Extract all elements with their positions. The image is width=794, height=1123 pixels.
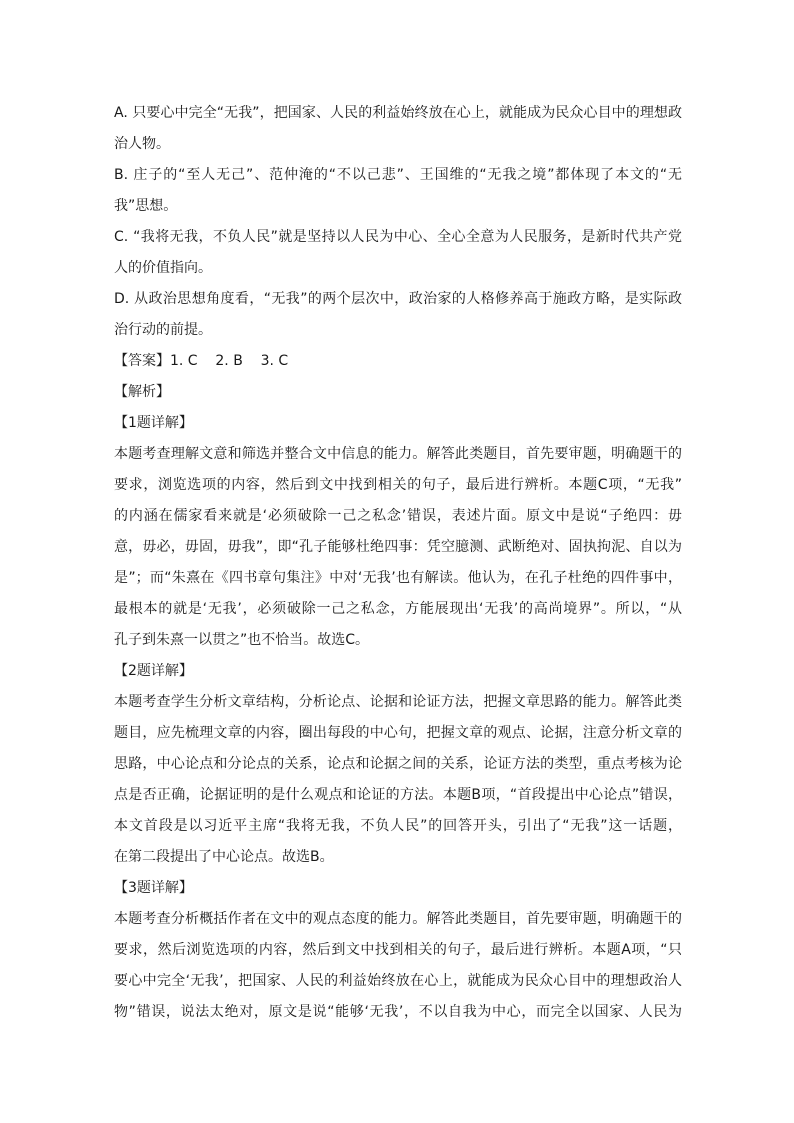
option-d-line-1: D. 从政治思想角度看，“无我”的两个层次中，政治家的人格修养高于施政方略，是实际政 — [114, 291, 682, 307]
q3-line: 本题考查分析概括作者在文中的观点态度的能力。解答此类题目，首先要审题，明确题干的 — [114, 911, 682, 927]
q1-line: 最根本的就是‘无我’，必须破除一己之私念，方能展现出‘无我’的高尚境界”。所以，“从 — [114, 601, 682, 617]
option-a-line-2: 治人物。 — [114, 136, 170, 152]
q3-heading: 【3题详解】 — [114, 880, 193, 896]
answer-label: 【答案】 — [114, 353, 170, 369]
q2-line: 在第二段提出了中心论点。故选B。 — [114, 849, 334, 865]
q1-line: 意，毋必，毋固，毋我”，即“孔子能够杜绝四事：凭空臆测、武断绝对、固执拘泥、自以为 — [114, 539, 682, 555]
q2-line: 点是否正确，论据证明的是什么观点和论证的方法。本题B项，“首段提出中心论点”错误， — [114, 787, 682, 803]
q3-explanation — [114, 904, 682, 1028]
document-page — [114, 98, 682, 1028]
option-c-line-1: C. “我将无我，不负人民”就是坚持以人民为中心、全心全意为人民服务，是新时代共产党 — [114, 229, 682, 245]
option-c — [114, 222, 682, 284]
answer-value: 1. C 2. B 3. C — [170, 353, 289, 369]
q1-line: 是”；而“朱熹在《四书章句集注》中对‘无我’也有解读。他认为，在孔子杜绝的四件事中， — [114, 570, 682, 586]
q2-line: 题目，应先梳理文章的内容，圈出每段的中心句，把握文章的观点、论据，注意分析文章的 — [114, 725, 682, 741]
q1-heading: 【1题详解】 — [114, 415, 193, 431]
q1-line: 本题考查理解文意和筛选并整合文中信息的能力。解答此类题目，首先要审题，明确题干的 — [114, 446, 682, 462]
option-b-line-2: 我”思想。 — [114, 198, 178, 214]
option-d — [114, 284, 682, 346]
answer-line — [114, 346, 682, 377]
q1-line: 孔子到朱熹一以贯之”也不恰当。故选C。 — [114, 632, 370, 648]
option-b — [114, 160, 682, 222]
q2-line: 思路，中心论点和分论点的关系，论点和论据之间的关系，论证方法的类型，重点考核为论 — [114, 756, 682, 772]
option-b-line-1: B. 庄子的“至人无己”、范仲淹的“不以己悲”、王国维的“无我之境”都体现了本文的“无 — [114, 167, 682, 183]
option-c-line-2: 人的价值指向。 — [114, 260, 212, 276]
option-a — [114, 98, 682, 160]
q2-explanation — [114, 687, 682, 873]
q1-line: 的内涵在儒家看来就是‘必须破除一己之私念’错误，表述片面。原文中是说“子绝四：毋 — [114, 508, 682, 524]
analysis-heading: 【解析】 — [114, 384, 170, 400]
q1-line: 要求，浏览选项的内容，然后到文中找到相关的句子，最后进行辨析。本题C项，“无我” — [114, 477, 682, 493]
q1-explanation — [114, 439, 682, 656]
q3-line: 物”错误，说法太绝对，原文是说“能够‘无我’，不以自我为中心，而完全以国家、人民为 — [114, 1004, 682, 1020]
q2-line: 本文首段是以习近平主席“我将无我，不负人民”的回答开头，引出了“无我”这一话题， — [114, 818, 682, 834]
q2-line: 本题考查学生分析文章结构，分析论点、论据和论证方法，把握文章思路的能力。解答此类 — [114, 694, 682, 710]
option-a-line-1: A. 只要心中完全“无我”，把国家、人民的利益始终放在心上，就能成为民众心目中的理想政 — [114, 105, 682, 121]
q2-heading: 【2题详解】 — [114, 663, 193, 679]
option-d-line-2: 治行动的前提。 — [114, 322, 212, 338]
q3-line: 要心中完全‘无我’，把国家、人民的利益始终放在心上，就能成为民众心目中的理想政治人 — [114, 973, 682, 989]
q3-line: 要求，然后浏览选项的内容，然后到文中找到相关的句子，最后进行辨析。本题A项，“只 — [114, 942, 682, 958]
